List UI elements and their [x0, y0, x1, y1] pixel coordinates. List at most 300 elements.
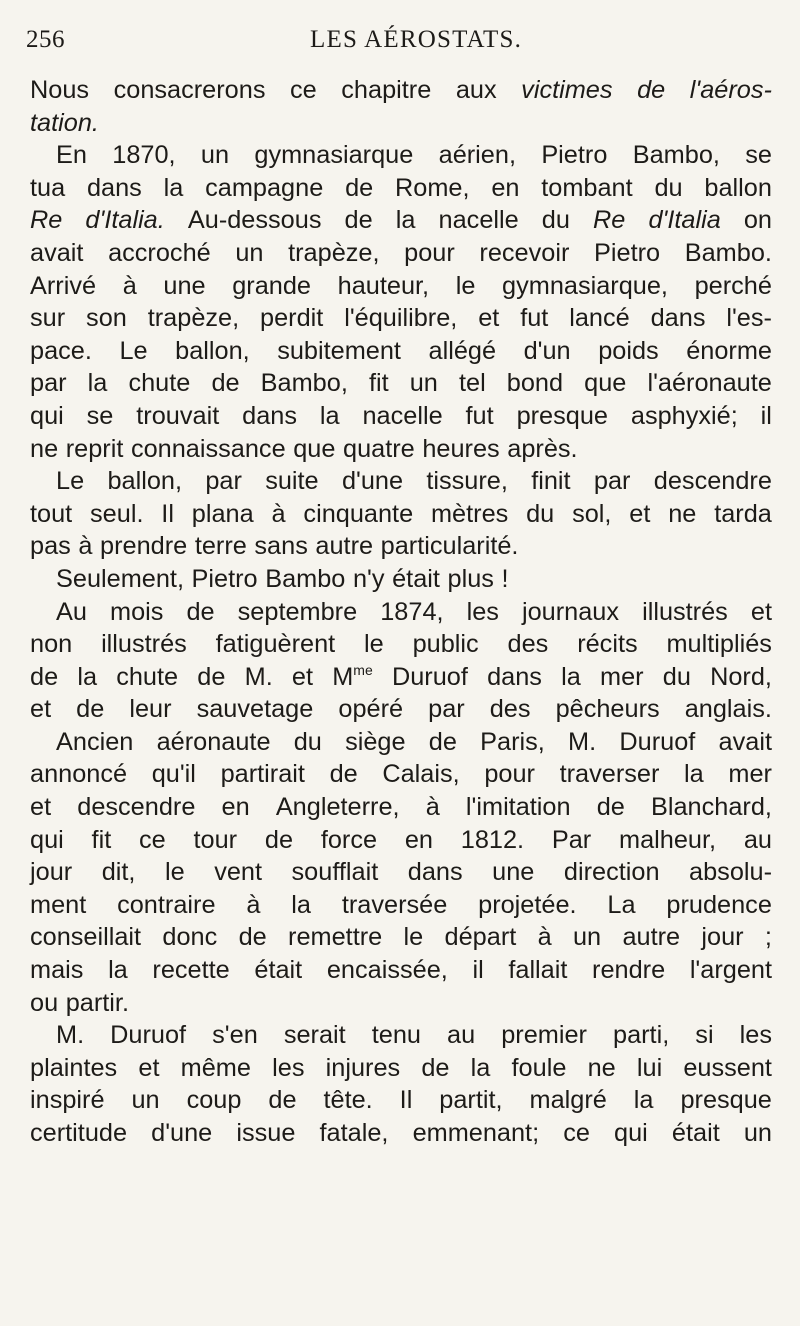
word: départ	[444, 923, 517, 952]
word: issue	[236, 1119, 296, 1147]
word: Duruof	[619, 727, 696, 756]
word: de	[268, 1086, 297, 1115]
word: Angleterre,	[275, 793, 400, 822]
word: ou	[30, 988, 59, 1017]
word: premier	[501, 1021, 587, 1050]
word: s'en	[212, 1021, 258, 1050]
word: le	[455, 271, 476, 300]
word: Il	[399, 1086, 413, 1115]
word: subitement	[277, 336, 401, 365]
word: pour	[484, 760, 535, 789]
word: rendre	[592, 956, 666, 985]
word: ce	[290, 76, 317, 104]
word: Blanchard,	[651, 793, 772, 822]
word: M.	[56, 1021, 85, 1050]
word: injures	[325, 1053, 401, 1082]
word: en	[404, 825, 433, 854]
word: d'une	[341, 467, 404, 496]
word: consacrerons	[113, 76, 266, 104]
word: en	[221, 793, 250, 822]
word: la	[108, 956, 128, 985]
word: d'Italia.	[85, 206, 165, 235]
word: le	[164, 858, 185, 887]
word: perché	[694, 271, 772, 300]
word: aux	[455, 76, 497, 104]
text-line	[30, 107, 772, 140]
word: annoncé	[30, 760, 128, 789]
text-line	[30, 498, 772, 531]
word: après.	[507, 434, 578, 463]
word: Bambo.	[684, 238, 772, 267]
word: chapitre	[341, 76, 432, 104]
word: récits	[577, 630, 638, 659]
word: en	[491, 173, 520, 202]
word: n'y	[352, 564, 385, 593]
word: un	[409, 369, 438, 398]
word: lancé	[569, 304, 630, 333]
word: l'aéros-	[689, 76, 772, 104]
word: recette	[152, 956, 230, 985]
word: tation.	[30, 108, 99, 137]
word: siège	[345, 727, 406, 756]
word: à	[122, 271, 137, 300]
text-line	[30, 172, 772, 205]
word: asphyxié;	[630, 401, 738, 430]
word: direction	[563, 858, 660, 887]
word: et	[291, 662, 314, 691]
word: il	[472, 956, 484, 985]
text-line	[30, 335, 772, 368]
word: de	[329, 760, 358, 789]
word: emmenant;	[412, 1119, 540, 1147]
word: M.	[244, 662, 273, 691]
word: Duruof	[110, 1021, 187, 1050]
word: la	[470, 1053, 491, 1082]
word: on	[743, 206, 772, 235]
word: sauvetage	[196, 695, 314, 724]
word: mer	[728, 760, 772, 789]
word: de	[637, 76, 666, 104]
word: cinquante	[303, 499, 414, 528]
word: ne	[30, 434, 59, 463]
word: Seulement,	[56, 564, 184, 593]
word: fut	[465, 401, 494, 430]
word: la	[684, 760, 704, 789]
word: de	[421, 1053, 450, 1082]
word: de	[197, 662, 226, 691]
text-line	[30, 726, 772, 759]
word: Bambo	[265, 564, 346, 593]
word: des	[507, 630, 549, 659]
word: de	[30, 662, 59, 691]
word: tête.	[323, 1086, 373, 1115]
word: sur	[30, 304, 66, 333]
word: malgré	[529, 1086, 607, 1115]
word: encaissée,	[326, 956, 448, 985]
word: dans	[86, 173, 142, 202]
word: Duruof	[391, 662, 468, 691]
word: absolu-	[689, 858, 772, 887]
word: de	[238, 923, 267, 952]
word: pêcheurs	[555, 695, 660, 724]
word: ballon,	[107, 467, 182, 496]
text-line	[30, 856, 772, 889]
word: fit	[368, 369, 389, 398]
word: terre	[194, 532, 247, 561]
word: Il	[161, 499, 174, 528]
word: Au	[56, 597, 87, 626]
word: les	[466, 597, 499, 626]
text-line	[30, 367, 772, 400]
word: prendre	[100, 532, 188, 561]
word: tout	[30, 499, 73, 528]
word: ce	[139, 825, 166, 854]
running-title: LES AÉROSTATS.	[310, 26, 523, 53]
body-text	[30, 74, 772, 1150]
page-number: 256	[26, 26, 65, 53]
word: et	[30, 793, 52, 822]
word: aéronaute	[156, 727, 271, 756]
word: sol,	[572, 499, 612, 528]
word: un	[200, 141, 230, 170]
word: multipliés	[666, 630, 772, 659]
word: M.	[568, 727, 597, 756]
text-line	[30, 465, 772, 498]
word: Rome,	[395, 173, 470, 202]
word: suite	[265, 467, 319, 496]
text-line	[30, 302, 772, 335]
word: dans	[487, 662, 542, 691]
word: gymnasiarque,	[502, 271, 668, 300]
word: recevoir	[479, 238, 570, 267]
word: d'un	[523, 336, 571, 365]
word: plaintes	[30, 1053, 118, 1082]
word: Re	[593, 206, 626, 235]
word: nacelle	[362, 401, 443, 430]
word: le	[364, 630, 384, 659]
word: aérien,	[438, 141, 516, 170]
word: reprit	[65, 434, 124, 463]
word: parti,	[613, 1021, 670, 1050]
word: la	[319, 401, 340, 430]
word: inspiré	[30, 1086, 105, 1115]
word: poids	[598, 336, 659, 365]
word: de	[211, 369, 240, 398]
word: non	[30, 630, 73, 659]
word: était	[254, 956, 303, 985]
word: et	[138, 1053, 160, 1082]
word: l'argent	[689, 956, 772, 985]
text-line	[30, 204, 772, 237]
word: Pietro	[594, 238, 661, 267]
word: Arrivé	[30, 271, 97, 300]
word: 1812.	[460, 825, 525, 854]
word: qu'il	[151, 760, 196, 789]
word: prudence	[666, 890, 772, 919]
word: plana	[191, 499, 254, 528]
word: heures	[422, 434, 500, 463]
word: tenu	[371, 1021, 421, 1050]
word: son	[86, 304, 127, 333]
word: une	[163, 271, 206, 300]
word: qui	[30, 825, 64, 854]
word: à	[425, 793, 440, 822]
word: vent	[214, 858, 263, 887]
word: il	[760, 401, 772, 430]
word: campagne	[205, 173, 324, 202]
text-line	[30, 628, 772, 661]
word: tel	[458, 369, 486, 398]
word: un	[572, 923, 602, 952]
word: !	[501, 564, 509, 593]
word: anglais.	[684, 695, 772, 724]
word: de	[264, 825, 294, 854]
word: ce	[563, 1119, 590, 1147]
word: sans	[254, 532, 308, 561]
word: partirait	[220, 760, 305, 789]
word: autre	[622, 923, 681, 952]
text-line	[30, 139, 772, 172]
word: opéré	[338, 695, 404, 724]
word: que	[293, 434, 336, 463]
word: 1874,	[380, 597, 444, 626]
word: ne	[668, 499, 697, 528]
page-header	[26, 26, 770, 66]
text-line	[30, 824, 772, 857]
word: Pietro	[541, 141, 608, 170]
word: plus	[447, 564, 494, 593]
word: au	[447, 1021, 476, 1050]
word: à	[78, 532, 93, 561]
word: avait	[718, 727, 772, 756]
word: presque	[516, 401, 608, 430]
word: du	[662, 662, 691, 691]
word: partir.	[65, 988, 129, 1017]
word: connaissance	[130, 434, 286, 463]
word: quatre	[343, 434, 415, 463]
word: que	[584, 369, 627, 398]
word: traverser	[559, 760, 660, 789]
word: les	[272, 1053, 305, 1082]
word: illustrés	[101, 630, 187, 659]
word: illustrés	[642, 597, 728, 626]
word: se	[86, 401, 114, 430]
word: le	[403, 923, 424, 952]
word: gymnasiarque	[254, 141, 414, 170]
word: pas	[30, 532, 71, 561]
word: mois	[110, 597, 164, 626]
word: Le	[56, 467, 85, 496]
word: projetée.	[478, 890, 577, 919]
word: par	[428, 695, 465, 724]
word: trapèze,	[147, 304, 240, 333]
word: trapèze,	[288, 238, 380, 267]
word: à	[271, 499, 286, 528]
word: fit	[91, 825, 112, 854]
text-line	[30, 1019, 772, 1052]
word: particularité.	[380, 532, 519, 561]
word: Re	[30, 206, 63, 235]
word: seul.	[90, 499, 144, 528]
word: contraire	[117, 890, 216, 919]
word: avait	[30, 238, 84, 267]
word: était	[671, 1119, 720, 1147]
word: l'aéronaute	[647, 369, 772, 398]
word: remettre	[288, 923, 383, 952]
word: leur	[129, 695, 172, 724]
text-line	[30, 987, 772, 1020]
word: du	[654, 173, 683, 202]
word: par	[205, 467, 242, 496]
word: tarda	[714, 499, 772, 528]
word: descendre	[653, 467, 772, 496]
word: Paris,	[480, 727, 545, 756]
word: chute	[128, 369, 191, 398]
word: grande	[232, 271, 312, 300]
word: les	[739, 1021, 772, 1050]
word: la	[163, 173, 184, 202]
word: Par	[551, 825, 592, 854]
word: du	[293, 727, 322, 756]
word: public	[412, 630, 479, 659]
word: ;	[764, 923, 772, 952]
word: fatale,	[319, 1119, 389, 1147]
word: septembre	[237, 597, 358, 626]
word: eussent	[683, 1053, 772, 1082]
word: à	[246, 890, 261, 919]
word: qui	[614, 1119, 648, 1147]
word: même	[180, 1053, 251, 1082]
word: Nord,	[710, 662, 772, 691]
word: journaux	[521, 597, 620, 626]
word: trouvait	[136, 401, 220, 430]
word: En	[56, 141, 87, 170]
word: coup	[186, 1086, 242, 1115]
word: tombant	[541, 173, 633, 202]
word: pour	[404, 238, 455, 267]
word: l'imitation	[465, 793, 571, 822]
word: de	[428, 727, 457, 756]
word: Bambo,	[260, 369, 348, 398]
text-line	[30, 530, 772, 563]
word: Pietro	[191, 564, 258, 593]
word: dans	[407, 858, 463, 887]
word: un	[131, 1086, 160, 1115]
word: ballon	[704, 173, 772, 202]
word: d'une	[151, 1119, 213, 1147]
text-line	[30, 237, 772, 270]
word: la	[633, 1086, 654, 1115]
word: jour	[30, 858, 73, 887]
word: la	[561, 662, 581, 691]
word: dans	[650, 304, 706, 333]
word: et	[478, 304, 500, 333]
word: l'es-	[726, 304, 772, 333]
word: dans	[242, 401, 297, 430]
word: la	[87, 369, 108, 398]
text-line	[30, 791, 772, 824]
word: tour	[193, 825, 238, 854]
text-line	[30, 400, 772, 433]
word: ballon,	[175, 336, 250, 365]
word: finit	[531, 467, 571, 496]
word: au	[743, 825, 772, 854]
word: qui	[30, 401, 64, 430]
word: de	[76, 695, 105, 724]
word: descendre	[77, 793, 196, 822]
word: allégé	[428, 336, 497, 365]
word: et	[30, 695, 52, 724]
word: la	[395, 206, 416, 235]
text-line	[30, 693, 772, 726]
word: certitude	[30, 1119, 128, 1147]
text-line	[30, 596, 772, 629]
word: si	[695, 1021, 714, 1050]
text-line	[30, 433, 772, 466]
text-line	[30, 1117, 772, 1150]
word: de	[344, 206, 373, 235]
text-line	[30, 74, 772, 107]
word: du	[526, 499, 555, 528]
word: par	[593, 467, 631, 496]
text-line	[30, 1052, 772, 1085]
text-line	[30, 661, 772, 694]
text-line	[30, 758, 772, 791]
word: force	[320, 825, 378, 854]
text-line	[30, 270, 772, 303]
word: de	[596, 793, 625, 822]
word: l'équilibre,	[344, 304, 458, 333]
word: la	[291, 890, 311, 919]
word: conseillait	[30, 923, 142, 952]
word: la	[77, 662, 98, 691]
word: nacelle	[438, 206, 519, 235]
word: La	[607, 890, 636, 919]
word: malheur,	[619, 825, 717, 854]
word: lui	[636, 1053, 663, 1082]
word: de	[186, 597, 215, 626]
text-line	[30, 1084, 772, 1117]
word: fut	[520, 304, 549, 333]
text-line	[30, 563, 772, 596]
word: tissure,	[426, 467, 508, 496]
word: un	[235, 238, 264, 267]
word: hauteur,	[337, 271, 430, 300]
word: des	[489, 695, 531, 724]
word: Au-dessous	[187, 206, 322, 235]
word: 1870,	[112, 141, 176, 170]
word: jour	[701, 923, 744, 952]
word: et	[629, 499, 651, 528]
word: autre	[315, 532, 374, 561]
word: à	[537, 923, 552, 952]
word: tua	[30, 173, 66, 202]
word: mer	[600, 662, 644, 691]
word: chute	[116, 662, 179, 691]
word: bond	[506, 369, 564, 398]
word: victimes	[521, 76, 613, 104]
word: donc	[162, 923, 218, 952]
word: énorme	[686, 336, 772, 365]
word: du	[541, 206, 570, 235]
word: un	[743, 1119, 772, 1147]
word: accroché	[108, 238, 211, 267]
text-line	[30, 954, 772, 987]
word: Calais,	[382, 760, 460, 789]
word: et	[750, 597, 772, 626]
word: fatiguèrent	[215, 630, 336, 659]
word: par	[30, 369, 67, 398]
